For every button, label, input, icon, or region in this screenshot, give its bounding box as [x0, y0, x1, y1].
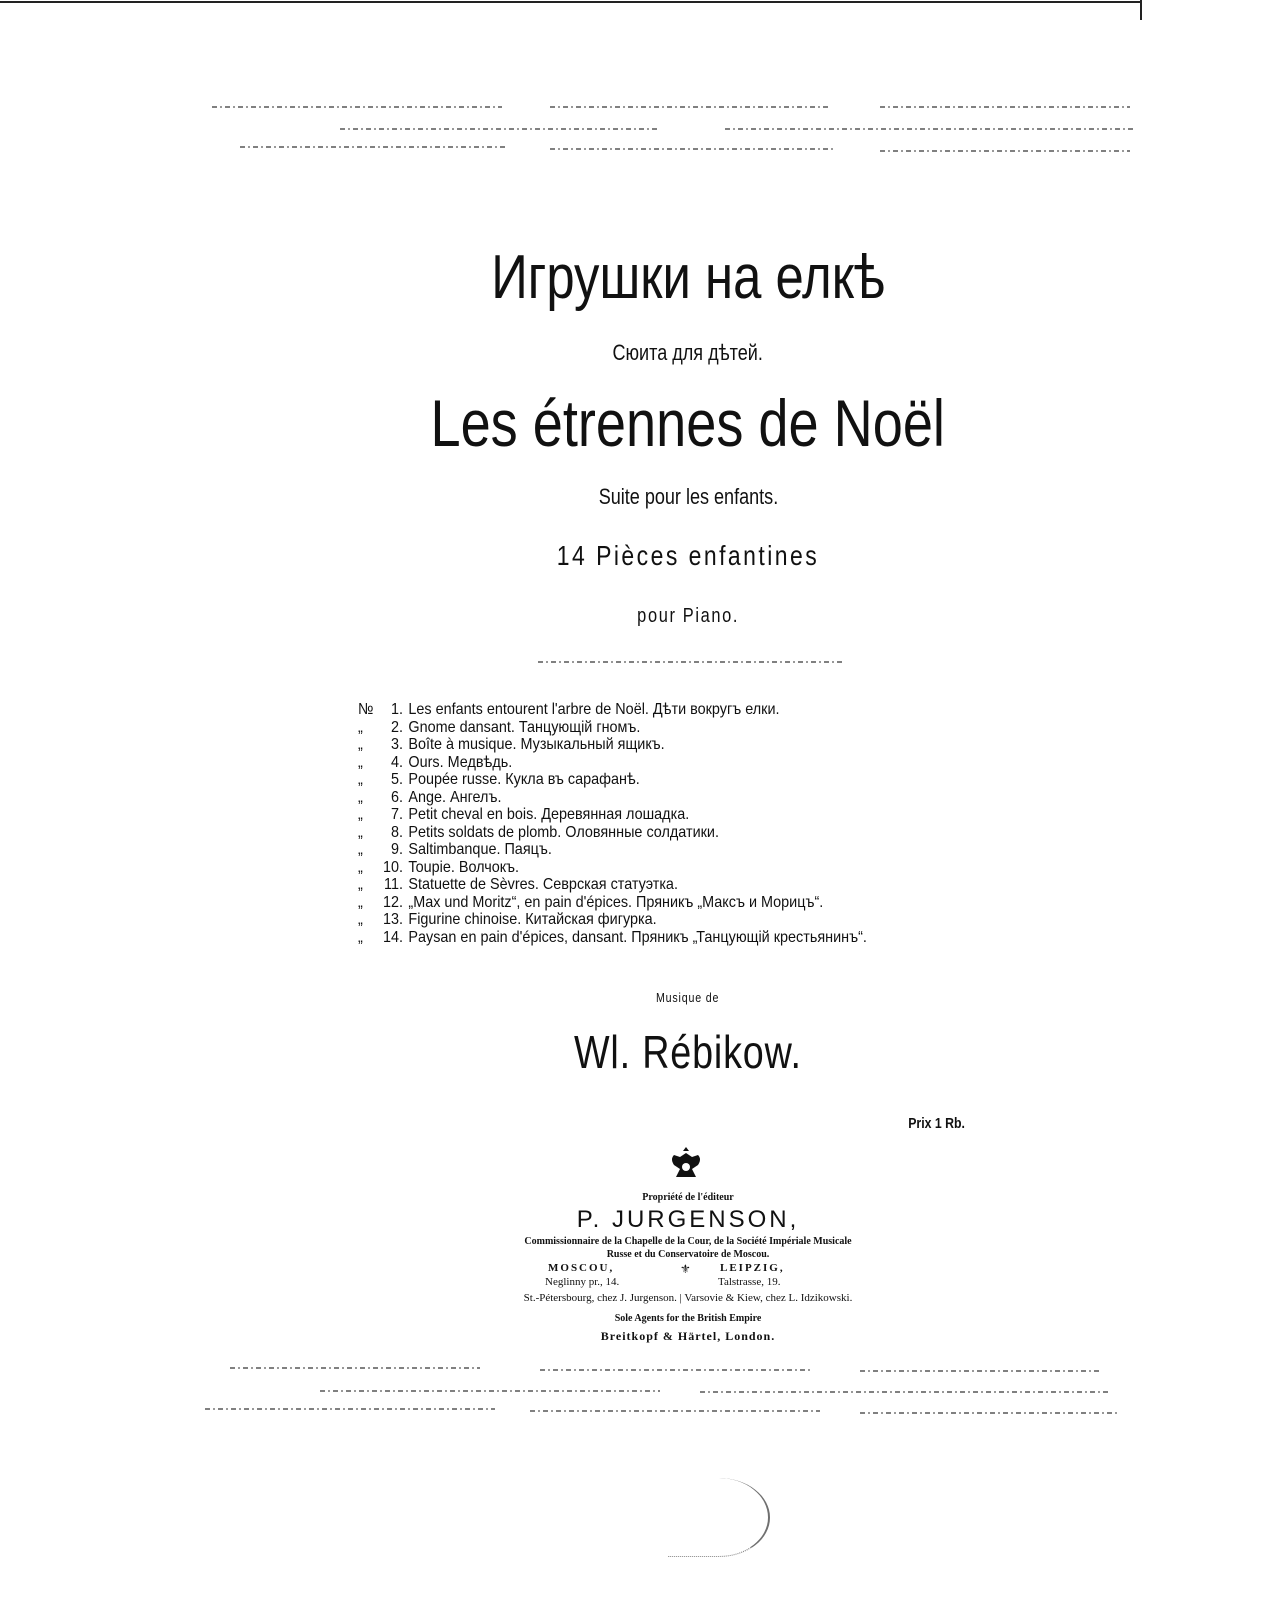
piece-list — [358, 701, 923, 946]
piece-item — [358, 929, 867, 947]
piece-number: 5. — [390, 771, 403, 788]
piece-number: 1. — [390, 701, 403, 718]
piece-item — [358, 876, 867, 894]
ornament-rule — [700, 1391, 1110, 1393]
piece-marker: „ — [358, 841, 363, 858]
piece-item — [358, 894, 867, 912]
library-stamp — [668, 1478, 770, 1557]
city-leipzig: LEIPZIG, — [720, 1262, 785, 1274]
ornament-rule — [240, 146, 505, 148]
piece-number: 7. — [390, 806, 403, 823]
piece-title: Petits soldats de plomb. Оловянные солдатики. — [408, 823, 719, 841]
piece-number: 3. — [390, 736, 403, 753]
address-leipzig: Talstrasse, 19. — [718, 1276, 781, 1288]
city-moscow: MOSCOU, — [548, 1262, 615, 1274]
agents-name: Breitkopf & Härtel, London. — [600, 1329, 776, 1343]
piece-number: 9. — [390, 841, 403, 858]
frame-border-top — [0, 1, 1142, 3]
piece-title: Figurine chinoise. Китайская фигурка. — [408, 911, 657, 928]
piece-item — [358, 701, 867, 719]
frame-border-side — [1140, 0, 1142, 20]
subtitle-french: Suite pour les enfants. — [598, 484, 778, 509]
title-french: Les étrennes de Noël — [430, 386, 946, 460]
piece-title: Toupie. Волчокъ. — [408, 858, 520, 876]
agents-label: Sole Agents for the British Empire — [614, 1313, 762, 1324]
music-by-label: Musique de — [656, 990, 720, 1005]
ornament-rule — [880, 106, 1130, 108]
piece-marker: „ — [358, 823, 363, 841]
price: Prix 1 Rb. — [908, 1115, 965, 1132]
ornament-rule — [320, 1390, 660, 1392]
piece-title: Ours. Медвѣдь. — [408, 753, 513, 771]
piece-marker: „ — [358, 718, 363, 736]
piece-title: Saltimbanque. Паяцъ. — [408, 841, 552, 858]
piece-title: Petit cheval en bois. Деревянная лошадка. — [408, 806, 690, 823]
piece-title: Les enfants entourent l'arbre de Noël. Дѣти вокругъ елки. — [408, 701, 780, 718]
ornament-rule — [340, 128, 660, 130]
piece-item — [358, 754, 867, 772]
ornament-rule — [550, 106, 830, 108]
ornament-rule — [880, 150, 1130, 152]
ornament-rule — [212, 106, 502, 108]
piece-number: 6. — [390, 788, 403, 806]
piece-marker: „ — [358, 736, 363, 753]
piece-marker: „ — [358, 788, 363, 806]
piece-number: 12. — [382, 893, 403, 911]
publisher-name: P. JURGENSON, — [576, 1206, 800, 1233]
piece-item — [358, 824, 867, 842]
piece-number: 2. — [390, 718, 403, 736]
subtitle-russian: Сюита для дѣтей. — [612, 340, 764, 365]
ornament-rule — [860, 1370, 1100, 1372]
publisher-branches: St.-Pétersbourg, chez J. Jurgenson. | Varsovie & Kiew, chez L. Idzikowski. — [523, 1292, 853, 1304]
ornament-rule — [540, 1369, 810, 1371]
divider-rule — [538, 661, 843, 663]
instrument: pour Piano. — [637, 605, 739, 627]
piece-number: 11. — [384, 876, 403, 893]
piece-item — [358, 806, 867, 824]
piece-marker: „ — [358, 876, 363, 893]
pieces-heading: 14 Pièces enfantines — [556, 540, 820, 571]
piece-number: 10. — [382, 858, 403, 876]
publisher-line2: Russe et du Conservatoire de Moscou. — [606, 1249, 770, 1260]
piece-marker: „ — [358, 771, 363, 788]
piece-number: 8. — [390, 823, 403, 841]
piece-marker: „ — [358, 753, 363, 771]
piece-title: Poupée russe. Кукла въ сарафанѣ. — [408, 771, 640, 788]
piece-marker: „ — [358, 858, 363, 876]
piece-title: Paysan en pain d'épices, dansant. Пряникъ „Танцующій крестьянинъ“. — [408, 928, 867, 946]
composer-name: Wl. Rébikow. — [574, 1026, 802, 1078]
ornament-rule — [550, 148, 835, 150]
piece-marker: „ — [358, 911, 363, 928]
piece-marker: „ — [358, 806, 363, 823]
piece-marker: № — [358, 701, 374, 718]
piece-item — [358, 789, 867, 807]
piece-number: 14. — [382, 928, 403, 946]
title-russian: Игрушки на елкѣ — [491, 243, 885, 312]
piece-title: Ange. Ангелъ. — [408, 788, 502, 806]
ornament-rule — [725, 128, 1135, 130]
piece-marker: „ — [358, 928, 363, 946]
piece-title: Boîte à musique. Музыкальный ящикъ. — [408, 736, 665, 753]
piece-item — [358, 771, 867, 789]
piece-item — [358, 859, 867, 877]
ornament-rule — [860, 1412, 1120, 1414]
piece-number: 13. — [382, 911, 403, 928]
piece-title: „Max und Moritz“, en pain d'épices. Пряникъ „Максъ и Морицъ“. — [408, 893, 824, 911]
publisher-line1: Commissionnaire de la Chapelle de la Cour, de la Société Impériale Musicale — [524, 1236, 852, 1247]
fleur-de-lis-icon: ⚜ — [680, 1262, 691, 1276]
piece-item — [358, 719, 867, 737]
piece-marker: „ — [358, 893, 363, 911]
ornament-rule — [205, 1408, 495, 1410]
double-headed-eagle-icon — [666, 1145, 706, 1185]
ornament-rule — [530, 1410, 820, 1412]
ornament-rule — [230, 1367, 480, 1369]
piece-title: Statuette de Sèvres. Севрская статуэтка. — [408, 876, 678, 893]
publisher-property: Propriété de l'éditeur — [642, 1192, 734, 1203]
piece-title: Gnome dansant. Танцующій гномъ. — [408, 718, 641, 736]
piece-item — [358, 841, 867, 859]
address-moscow: Neglinny pr., 14. — [545, 1276, 620, 1288]
piece-number: 4. — [390, 753, 403, 771]
piece-item — [358, 911, 867, 929]
piece-item — [358, 736, 867, 754]
